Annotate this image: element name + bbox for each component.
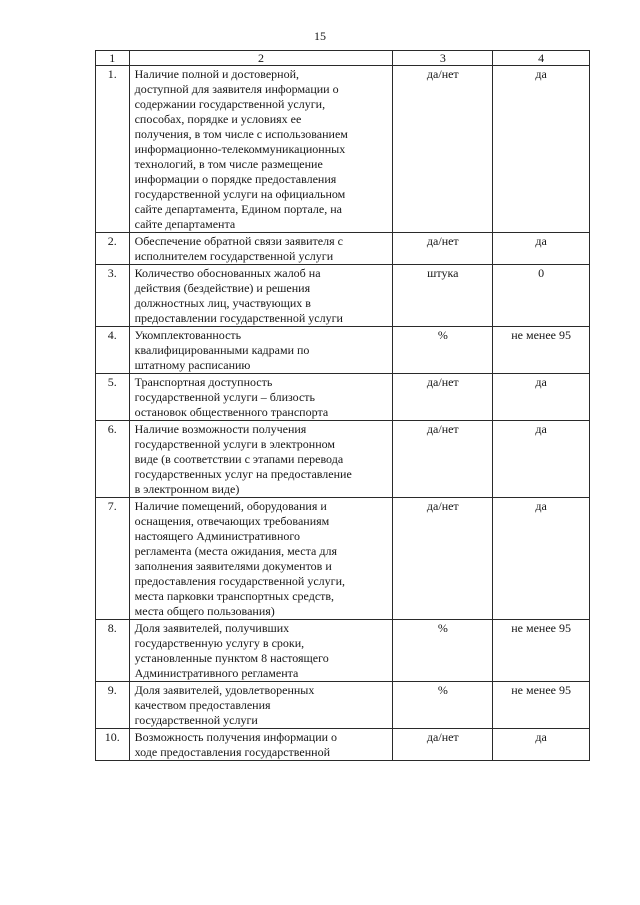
row-number: 9. — [96, 682, 130, 729]
table-row — [96, 682, 590, 729]
indicator-name — [129, 374, 393, 421]
table-row — [96, 729, 590, 761]
normative-value: да — [493, 66, 590, 233]
indicator-name-line: квалифицированными кадрами по — [134, 343, 310, 357]
indicator-name-line: государственной услуги – близость — [134, 390, 316, 404]
indicator-name-line: Укомплектованность — [134, 328, 242, 342]
row-number: 8. — [96, 620, 130, 682]
column-header-4: 4 — [493, 51, 590, 66]
indicator-name-line: технологий, в том числе размещение — [134, 157, 323, 171]
row-number: 5. — [96, 374, 130, 421]
indicator-name-line: должностных лиц, участвующих в — [134, 296, 311, 310]
row-number: 3. — [96, 265, 130, 327]
indicator-name-line: доступной для заявителя информации о — [134, 82, 339, 96]
normative-value: не менее 95 — [493, 682, 590, 729]
unit-of-measure: % — [393, 327, 493, 374]
indicator-name-line: в электронном виде) — [134, 482, 240, 496]
indicator-name-line: предоставления государственной услуги, — [134, 574, 346, 588]
normative-value: да — [493, 233, 590, 265]
indicator-name-line: Доля заявителей, удовлетворенных — [134, 683, 315, 697]
indicator-name — [129, 421, 393, 498]
unit-of-measure: да/нет — [393, 421, 493, 498]
indicator-name — [129, 682, 393, 729]
unit-of-measure: да/нет — [393, 729, 493, 761]
normative-value: да — [493, 421, 590, 498]
row-number: 1. — [96, 66, 130, 233]
indicator-name-line: Наличие возможности получения — [134, 422, 307, 436]
indicator-name-line: государственной услуги на официальном — [134, 187, 346, 201]
indicator-name-line: настоящего Административного — [134, 529, 300, 543]
column-header-3: 3 — [393, 51, 493, 66]
indicator-name-line: содержании государственной услуги, — [134, 97, 326, 111]
indicator-name-line: штатному расписанию — [134, 358, 251, 372]
indicator-name-line: остановок общественного транспорта — [134, 405, 329, 419]
indicator-name-line: действия (бездействие) и решения — [134, 281, 311, 295]
indicator-name-line: государственных услуг на предоставление — [134, 467, 352, 481]
indicator-name — [129, 729, 393, 761]
unit-of-measure: штука — [393, 265, 493, 327]
table-row — [96, 374, 590, 421]
row-number: 6. — [96, 421, 130, 498]
indicator-name-line: регламента (места ожидания, места для — [134, 544, 337, 558]
normative-value: не менее 95 — [493, 620, 590, 682]
indicator-name-line: Транспортная доступность — [134, 375, 273, 389]
normative-value: 0 — [493, 265, 590, 327]
row-number: 10. — [96, 729, 130, 761]
normative-value: да — [493, 374, 590, 421]
indicator-name — [129, 265, 393, 327]
indicators-table — [95, 50, 590, 761]
table-row — [96, 327, 590, 374]
indicator-name-line: виде (в соответствии с этапами перевода — [134, 452, 344, 466]
indicator-name-line: государственную услугу в сроки, — [134, 636, 305, 650]
indicator-name-line: Наличие помещений, оборудования и — [134, 499, 327, 513]
row-number: 4. — [96, 327, 130, 374]
indicator-name-line: оснащения, отвечающих требованиям — [134, 514, 330, 528]
indicator-name-line: ходе предоставления государственной — [134, 745, 330, 759]
table-header-row — [96, 51, 590, 66]
indicator-name-line: информации о порядке предоставления — [134, 172, 337, 186]
unit-of-measure: % — [393, 682, 493, 729]
normative-value: да — [493, 729, 590, 761]
unit-of-measure: да/нет — [393, 66, 493, 233]
indicator-name-line: Административного регламента — [134, 666, 299, 680]
column-header-2: 2 — [129, 51, 393, 66]
indicator-name-line: Количество обоснованных жалоб на — [134, 266, 321, 280]
column-header-1: 1 — [96, 51, 130, 66]
indicator-name-line: Обеспечение обратной связи заявителя с — [134, 234, 343, 248]
normative-value: да — [493, 498, 590, 620]
unit-of-measure: да/нет — [393, 233, 493, 265]
table-row — [96, 421, 590, 498]
indicator-name — [129, 66, 393, 233]
indicator-name-line: Возможность получения информации о — [134, 730, 338, 744]
unit-of-measure: да/нет — [393, 498, 493, 620]
row-number: 7. — [96, 498, 130, 620]
indicator-name-line: качеством предоставления — [134, 698, 271, 712]
table-body — [96, 66, 590, 761]
indicator-name-line: Доля заявителей, получивших — [134, 621, 290, 635]
indicator-name-line: установленные пунктом 8 настоящего — [134, 651, 329, 665]
row-number: 2. — [96, 233, 130, 265]
indicator-name-line: сайте департамента, Едином портале, на — [134, 202, 342, 216]
indicator-name-line: места общего пользования) — [134, 604, 275, 618]
table-row — [96, 620, 590, 682]
indicator-name-line: заполнения заявителями документов и — [134, 559, 332, 573]
page-number: 15 — [314, 29, 326, 43]
indicator-name-line: получения, в том числе с использованием — [134, 127, 348, 141]
table-row — [96, 498, 590, 620]
table-row — [96, 66, 590, 233]
indicator-name-line: информационно-телекоммуникационных — [134, 142, 346, 156]
indicator-name-line: государственной услуги в электронном — [134, 437, 335, 451]
indicator-name-line: сайте департамента — [134, 217, 236, 231]
table-row — [96, 265, 590, 327]
indicator-name — [129, 233, 393, 265]
indicator-name-line: государственной услуги — [134, 713, 258, 727]
indicator-name-line: Наличие полной и достоверной, — [134, 67, 299, 81]
table-row — [96, 233, 590, 265]
unit-of-measure: % — [393, 620, 493, 682]
normative-value: не менее 95 — [493, 327, 590, 374]
indicator-name-line: места парковки транспортных средств, — [134, 589, 335, 603]
indicator-name — [129, 620, 393, 682]
indicator-name-line: способах, порядке и условиях ее — [134, 112, 302, 126]
indicator-name-line: предоставлении государственной услуги — [134, 311, 343, 325]
unit-of-measure: да/нет — [393, 374, 493, 421]
indicator-name — [129, 327, 393, 374]
indicator-name-line: исполнителем государственной услуги — [134, 249, 334, 263]
indicator-name — [129, 498, 393, 620]
